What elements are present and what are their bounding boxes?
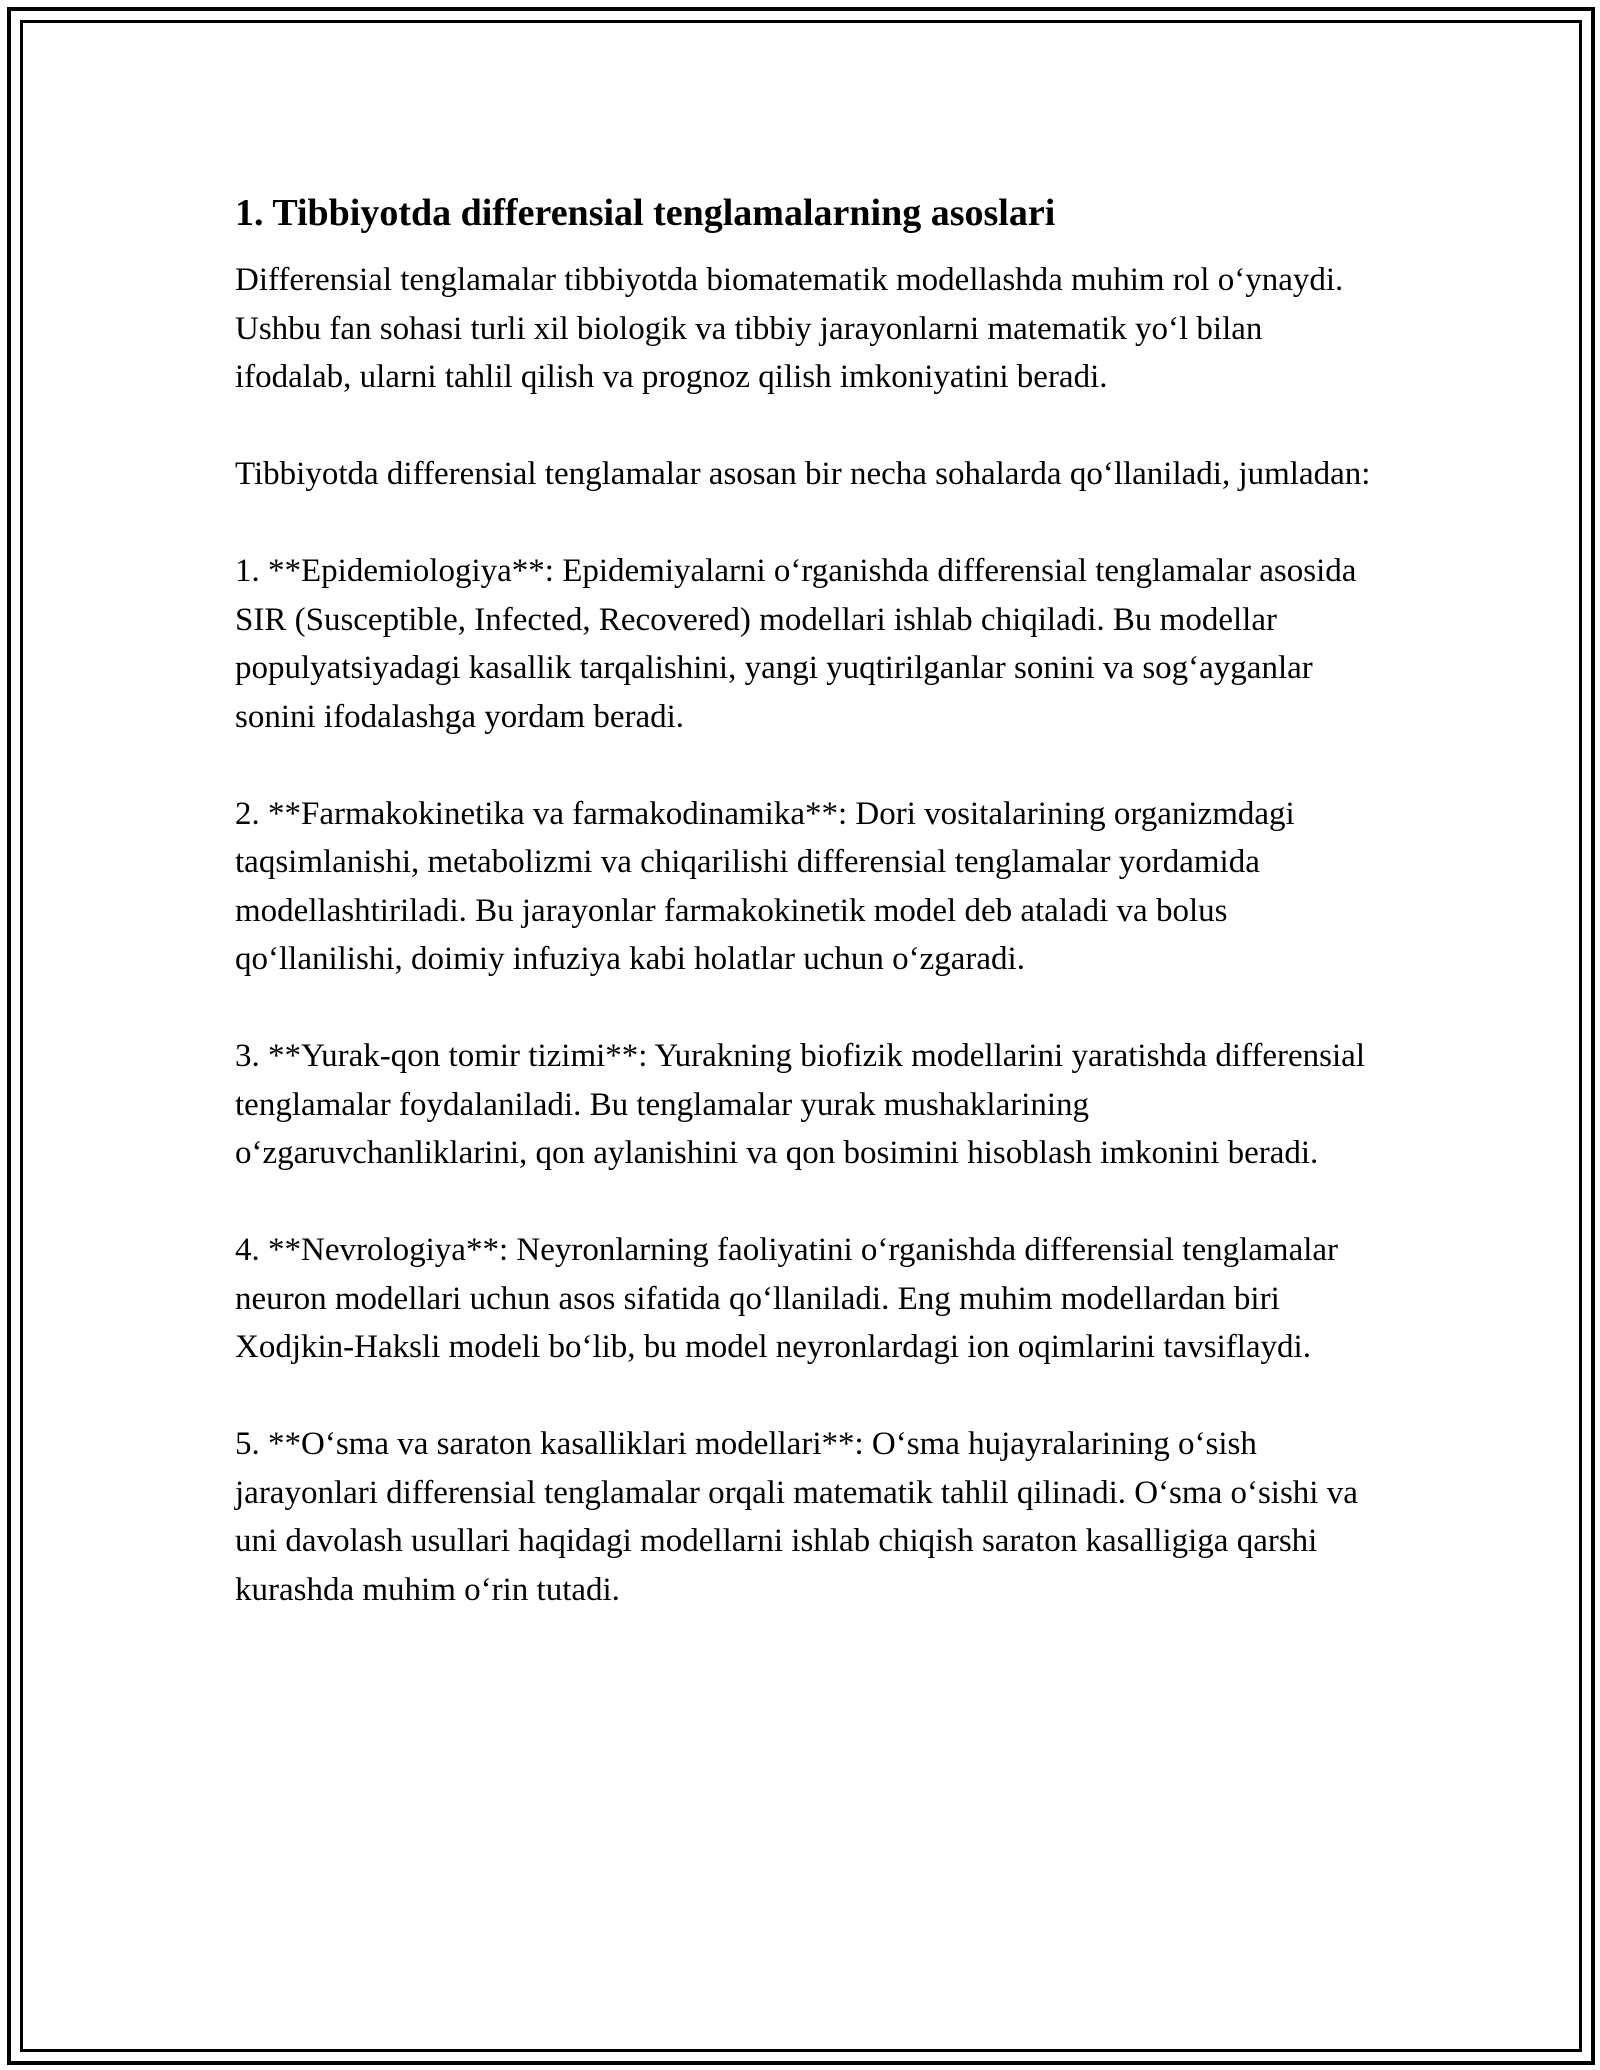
- paragraph-intro: Differensial tenglamalar tibbiyotda biomatematik modellashda muhim rol o‘ynaydi. Ushbu fan sohasi turli xil biologik va tibbiy jarayonlarni matematik yo‘l bilan ifodalab, ularni tahlil qilish va prognoz qilish imkoniyatini beradi.: [235, 262, 1344, 395]
- list-item-pharmacokinetics: 2. **Farmakokinetika va farmakodinamika**: Dori vositalarining organizmdagi taqsimlanishi, metabolizmi va chiqarilishi differensial tenglamalar yordamida modellashtiriladi. Bu jarayonlar farmakokinetik model deb ataladi va bolus qo‘llanilishi, doimiy infuziya kabi holatlar uchun o‘zgaradi.: [235, 795, 1295, 977]
- document-body: [235, 188, 1375, 1663]
- list-item-oncology: 5. **O‘sma va saraton kasalliklari modellari**: O‘sma hujayralarining o‘sish jarayonlari differensial tenglamalar orqali matematik tahlil qilinadi. O‘sma o‘sishi va uni davolash usullari haqidagi modellarni ishlab chiqish saraton kasalligiga qarshi kurashda muhim o‘rin tutadi.: [235, 1426, 1358, 1608]
- list-item-neurology: 4. **Nevrologiya**: Neyronlarning faoliyatini o‘rganishda differensial tenglamalar neuron modellari uchun asos sifatida qo‘llaniladi. Eng muhim modellardan biri Xodjkin-Haksli modeli bo‘lib, bu model neyronlardagi ion oqimlarini tavsiflaydi.: [235, 1232, 1339, 1365]
- section-heading: 1. Tibbiyotda differensial tenglamalarning asoslari: [235, 192, 1056, 234]
- list-item-epidemiology: 1. **Epidemiologiya**: Epidemiyalarni o‘rganishda differensial tenglamalar asosida SIR (Susceptible, Infected, Recovered) modellari ishlab chiqiladi. Bu modellar populyatsiyadagi kasallik tarqalishini, yangi yuqtirilganlar sonini va sog‘ayganlar sonini ifodalashga yordam beradi.: [235, 553, 1357, 735]
- paragraph-areas-lead: Tibbiyotda differensial tenglamalar asosan bir necha sohalarda qo‘llaniladi, jumladan:: [235, 456, 1371, 492]
- list-item-cardiovascular: 3. **Yurak-qon tomir tizimi**: Yurakning biofizik modellarini yaratishda differensial tenglamalar foydalaniladi. Bu tenglamalar yurak mushaklarining o‘zgaruvchanliklarini, qon aylanishini va qon bosimini hisoblash imkonini beradi.: [235, 1038, 1365, 1171]
